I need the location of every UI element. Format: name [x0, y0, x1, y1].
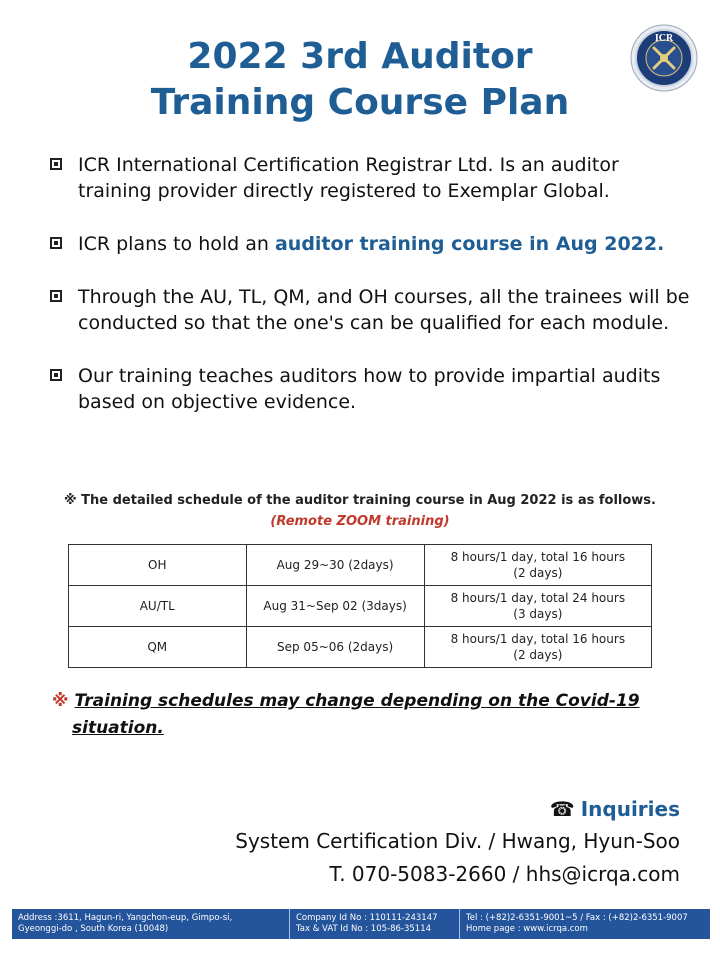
- reference-mark-icon: ※: [52, 691, 69, 711]
- icr-logo: [630, 24, 698, 92]
- footer-address: [12, 909, 290, 939]
- inquiries-contact-person: System Certification Div. / Hwang, Hyun-Soo: [235, 829, 680, 853]
- bullet-text: Through the AU, TL, QM, and OH courses, all the trainees will be conducted so that the one's can be qualified for each module.: [78, 286, 690, 334]
- hours-line-2: (2 days): [513, 648, 563, 662]
- bullet-text-start: ICR plans to hold an: [78, 233, 275, 255]
- hours-line-1: 8 hours/1 day, total 16 hours: [450, 632, 626, 646]
- title-line-2: Training Course Plan: [150, 82, 570, 123]
- warning-line-1: Training schedules may change depending on the Covid-19: [74, 691, 640, 711]
- logo-text: ICR: [654, 33, 674, 44]
- square-bullet-icon: [50, 290, 62, 302]
- hours-line-2: (2 days): [513, 566, 563, 580]
- table-row: [69, 627, 652, 668]
- dates-cell: Sep 05~06 (2days): [246, 627, 424, 668]
- hours-cell: [424, 586, 651, 627]
- course-cell: OH: [69, 545, 247, 586]
- hours-line-1: 8 hours/1 day, total 16 hours: [450, 550, 626, 564]
- hours-line-2: (3 days): [513, 607, 563, 621]
- footer-address-line-1: Address :3611, Hagun-ri, Yangchon-eup, Gimpo-si,: [18, 913, 233, 923]
- footer-contact: [460, 909, 710, 939]
- schedule-table: [68, 544, 652, 668]
- icr-seal-icon: [630, 24, 698, 92]
- square-bullet-icon: [50, 237, 62, 249]
- bullet-text: ICR International Certification Registrar Ltd. Is an auditor training provider directly registered to Exemplar Global.: [78, 154, 619, 202]
- bullet-item: [50, 363, 690, 415]
- bullet-highlight: auditor training course in Aug 2022.: [274, 233, 665, 255]
- course-cell: AU/TL: [69, 586, 247, 627]
- hours-cell: [424, 627, 651, 668]
- bullet-item: [50, 284, 690, 336]
- footer-contact-line-2: Home page : www.icrqa.com: [466, 924, 588, 934]
- footer-bar: [12, 909, 710, 939]
- footer-company-line-1: Company Id No : 110111-243147: [296, 913, 438, 923]
- footer-contact-line-1: Tel : (+82)2-6351-9001~5 / Fax : (+82)2-6351-9007: [466, 913, 688, 923]
- phone-icon: ☎: [549, 797, 575, 821]
- page-title: [0, 34, 720, 126]
- bullet-item: [50, 152, 690, 204]
- course-cell: QM: [69, 627, 247, 668]
- square-bullet-icon: [50, 158, 62, 170]
- covid-warning: [52, 688, 692, 742]
- bullet-text: Our training teaches auditors how to provide impartial audits based on objective evidence.: [78, 365, 661, 413]
- bullet-item: [50, 231, 690, 257]
- inquiries-title: Inquiries: [580, 797, 680, 821]
- bullet-list: [50, 152, 690, 442]
- hours-cell: [424, 545, 651, 586]
- square-bullet-icon: [50, 369, 62, 381]
- remote-training-note: (Remote ZOOM training): [270, 514, 450, 529]
- footer-company-ids: [290, 909, 460, 939]
- schedule-note: ※ The detailed schedule of the auditor training course in Aug 2022 is as follows.: [64, 493, 656, 508]
- footer-address-line-2: Gyeonggi-do , South Korea (10048): [18, 924, 169, 934]
- table-row: [69, 586, 652, 627]
- bullet-text: [78, 231, 664, 257]
- warning-line-2: situation.: [72, 718, 164, 738]
- dates-cell: Aug 31~Sep 02 (3days): [246, 586, 424, 627]
- hours-line-1: 8 hours/1 day, total 24 hours: [450, 591, 626, 605]
- inquiries-heading: [550, 797, 680, 821]
- inquiries-contact-details: T. 070-5083-2660 / hhs@icrqa.com: [329, 862, 680, 886]
- title-line-1: 2022 3rd Auditor: [187, 36, 533, 77]
- footer-company-line-2: Tax & VAT Id No : 105-86-35114: [296, 924, 432, 934]
- dates-cell: Aug 29~30 (2days): [246, 545, 424, 586]
- table-row: [69, 545, 652, 586]
